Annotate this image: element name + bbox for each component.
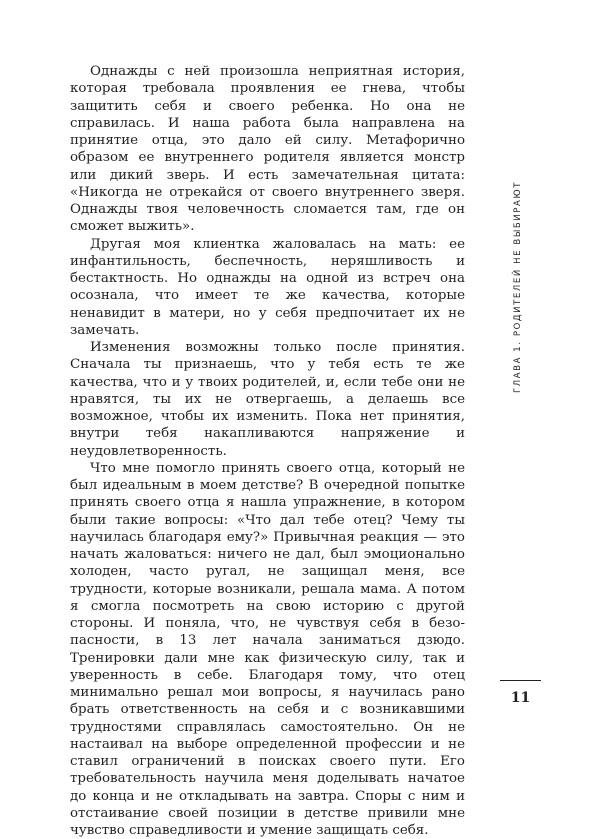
paragraph-4: Что мне помогло принять своего отца, который не был идеальным в моем детстве? В очередной попытке принять своего отца я нашла упражнение, в котором были такие вопросы: «Что дал тебе отец? Чему ты научилась благодаря ему?» Привычная реакция — это начать жаловаться: ничего не дал, был эмоционально холоден, часто ругал, не защищал меня, все трудности, которые возникали, решала мама. А потом я смогла посмотреть на свою историю с другой стороны. И поняла, что, не чувствуя себя в безопасности, в 13 лет начала заниматься дзюдо. Тренировки дали мне как физическую силу, так и уверенность в себе. Благодаря тому, что отец минимально решал мои вопросы, я научилась рано брать ответственность на себя и с возникавшими трудностями справлялась самостоятельно. Он не настаивал на выборе определенной профессии и не ставил ограничений в поисках своего пути. Его требовательность научила меня доделывать начатое до конца и не откладывать на завтра. Споры с ним и отстаивание своей позиции в детстве привили мне чувство справедливости и умение защищать себя. bbox=[70, 460, 465, 838]
paragraph-3: Изменения возможны только после принятия. Сначала ты признаешь, что у тебя есть те же качества, что и у твоих родителей, и, если тебе они не нравятся, ты их не отвергаешь, а делаешь все возможное, чтобы их изменить. Пока нет принятия, внутри тебя накапливаются напряжение и неудовлетворенность. bbox=[70, 340, 465, 459]
page-number: 11 bbox=[510, 690, 531, 706]
running-head: ГЛАВА 1. РОДИТЕЛЕЙ НЕ ВЫБИРАЮТ bbox=[513, 180, 523, 394]
paragraph-1: Однажды с ней произошла неприятная история, которая требовала проявления ее гнева, чтобы защитить себя и своего ребенка. Но она не справилась. И наша работа была направлена на принятие отца, это дало ей силу. Метафорично образом ее внутреннего родителя является монстр или дикий зверь. И есть замечательная цитата: «Никогда не отрекайся от своего внутреннего зверя. Однажды твоя человечность сломается там, где он сможет выжить». bbox=[70, 64, 465, 235]
body-text bbox=[70, 63, 465, 839]
paragraph-2: Другая моя клиентка жаловалась на мать: ее инфантильность, беспечность, неряшливость и бестактность. Но однажды на одной из встреч она осознала, что имеет те же качества, которые ненавидит в матери, но у себя предпочитает их не замечать. bbox=[70, 236, 465, 338]
folio-rule bbox=[500, 680, 541, 681]
